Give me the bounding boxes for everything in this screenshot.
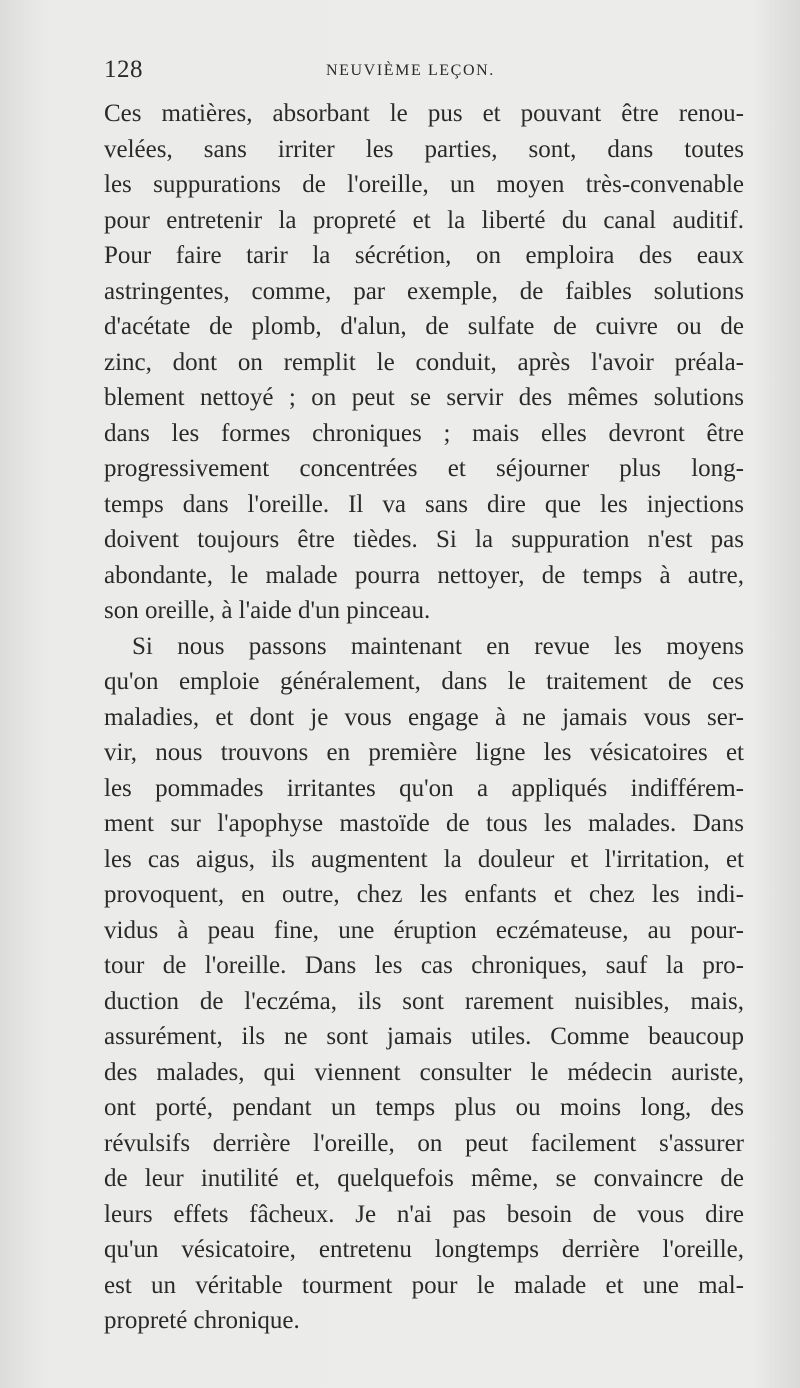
- text-line: les pommades irritantes qu'on a appliqués indifférem-: [104, 774, 744, 802]
- text-line: qu'un vésicatoire, entretenu longtemps derrière l'oreille,: [104, 1236, 744, 1263]
- text-line: provoquent, en outre, chez les enfants et chez les indi-: [104, 881, 744, 908]
- text-line: abondante, le malade pourra nettoyer, de temps à autre,: [104, 561, 744, 589]
- text-line: révulsifs derrière l'oreille, on peut facilement s'assurer: [104, 1129, 744, 1157]
- text-line: les suppurations de l'oreille, un moyen très-convenable: [104, 171, 744, 198]
- text-line: d'acétate de plomb, d'alun, de sulfate de cuivre ou de: [104, 313, 744, 340]
- text-line: des malades, qui viennent consulter le médecin auriste,: [104, 1058, 744, 1086]
- text-line: vir, nous trouvons en première ligne les vésicatoires et: [104, 739, 744, 766]
- text-line: astringentes, comme, par exemple, de faibles solutions: [104, 277, 744, 305]
- text-line: son oreille, à l'aide d'un pinceau.: [104, 597, 431, 624]
- text-line: maladies, et dont je vous engage à ne jamais vous ser-: [104, 703, 744, 731]
- text-line: dans les formes chroniques ; mais elles devront être: [104, 419, 744, 447]
- paragraph-2: [104, 629, 744, 1339]
- text-line: Ces matières, absorbant le pus et pouvant être renou-: [104, 100, 744, 127]
- text-line: de leur inutilité et, quelquefois même, se convaincre de: [104, 1165, 744, 1192]
- text-line: Si nous passons maintenant en revue les moyens: [132, 632, 744, 660]
- text-line: assurément, ils ne sont jamais utiles. Comme beaucoup: [104, 1023, 744, 1050]
- text-line: progressivement concentrées et séjourner plus long-: [104, 455, 744, 482]
- page-number: 128: [104, 56, 143, 83]
- text-line: tour de l'oreille. Dans les cas chroniques, sauf la pro-: [104, 952, 744, 979]
- text-line: vidus à peau fine, une éruption eczémateuse, au pour-: [104, 916, 744, 944]
- text-line: blement nettoyé ; on peut se servir des mêmes solutions: [104, 384, 744, 411]
- text-line: zinc, dont on remplit le conduit, après l'avoir préala-: [104, 348, 744, 376]
- text-line: doivent toujours être tièdes. Si la suppuration n'est pas: [104, 526, 744, 553]
- text-line: temps dans l'oreille. Il va sans dire que les injections: [104, 490, 744, 518]
- page-header: [104, 56, 744, 92]
- text-line: Pour faire tarir la sécrétion, on emploira des eaux: [104, 242, 744, 269]
- text-line: ont porté, pendant un temps plus ou moins long, des: [104, 1094, 744, 1121]
- body-text: [104, 96, 744, 1339]
- text-line: les cas aigus, ils augmentent la douleur et l'irritation, et: [104, 845, 744, 873]
- text-line: duction de l'eczéma, ils sont rarement nuisibles, mais,: [104, 987, 744, 1015]
- text-line: qu'on emploie généralement, dans le traitement de ces: [104, 668, 744, 695]
- text-line: ment sur l'apophyse mastoïde de tous les malades. Dans: [104, 810, 744, 837]
- text-line: leurs effets fâcheux. Je n'ai pas besoin de vous dire: [104, 1200, 744, 1228]
- text-line: pour entretenir la propreté et la liberté du canal auditif.: [104, 206, 744, 234]
- running-title: NEUVIÈME LEÇON.: [326, 62, 495, 79]
- paragraph-1: [104, 96, 744, 629]
- text-line: velées, sans irriter les parties, sont, dans toutes: [104, 135, 744, 163]
- text-line: propreté chronique.: [104, 1307, 300, 1334]
- text-line: est un véritable tourment pour le malade et une mal-: [104, 1271, 744, 1299]
